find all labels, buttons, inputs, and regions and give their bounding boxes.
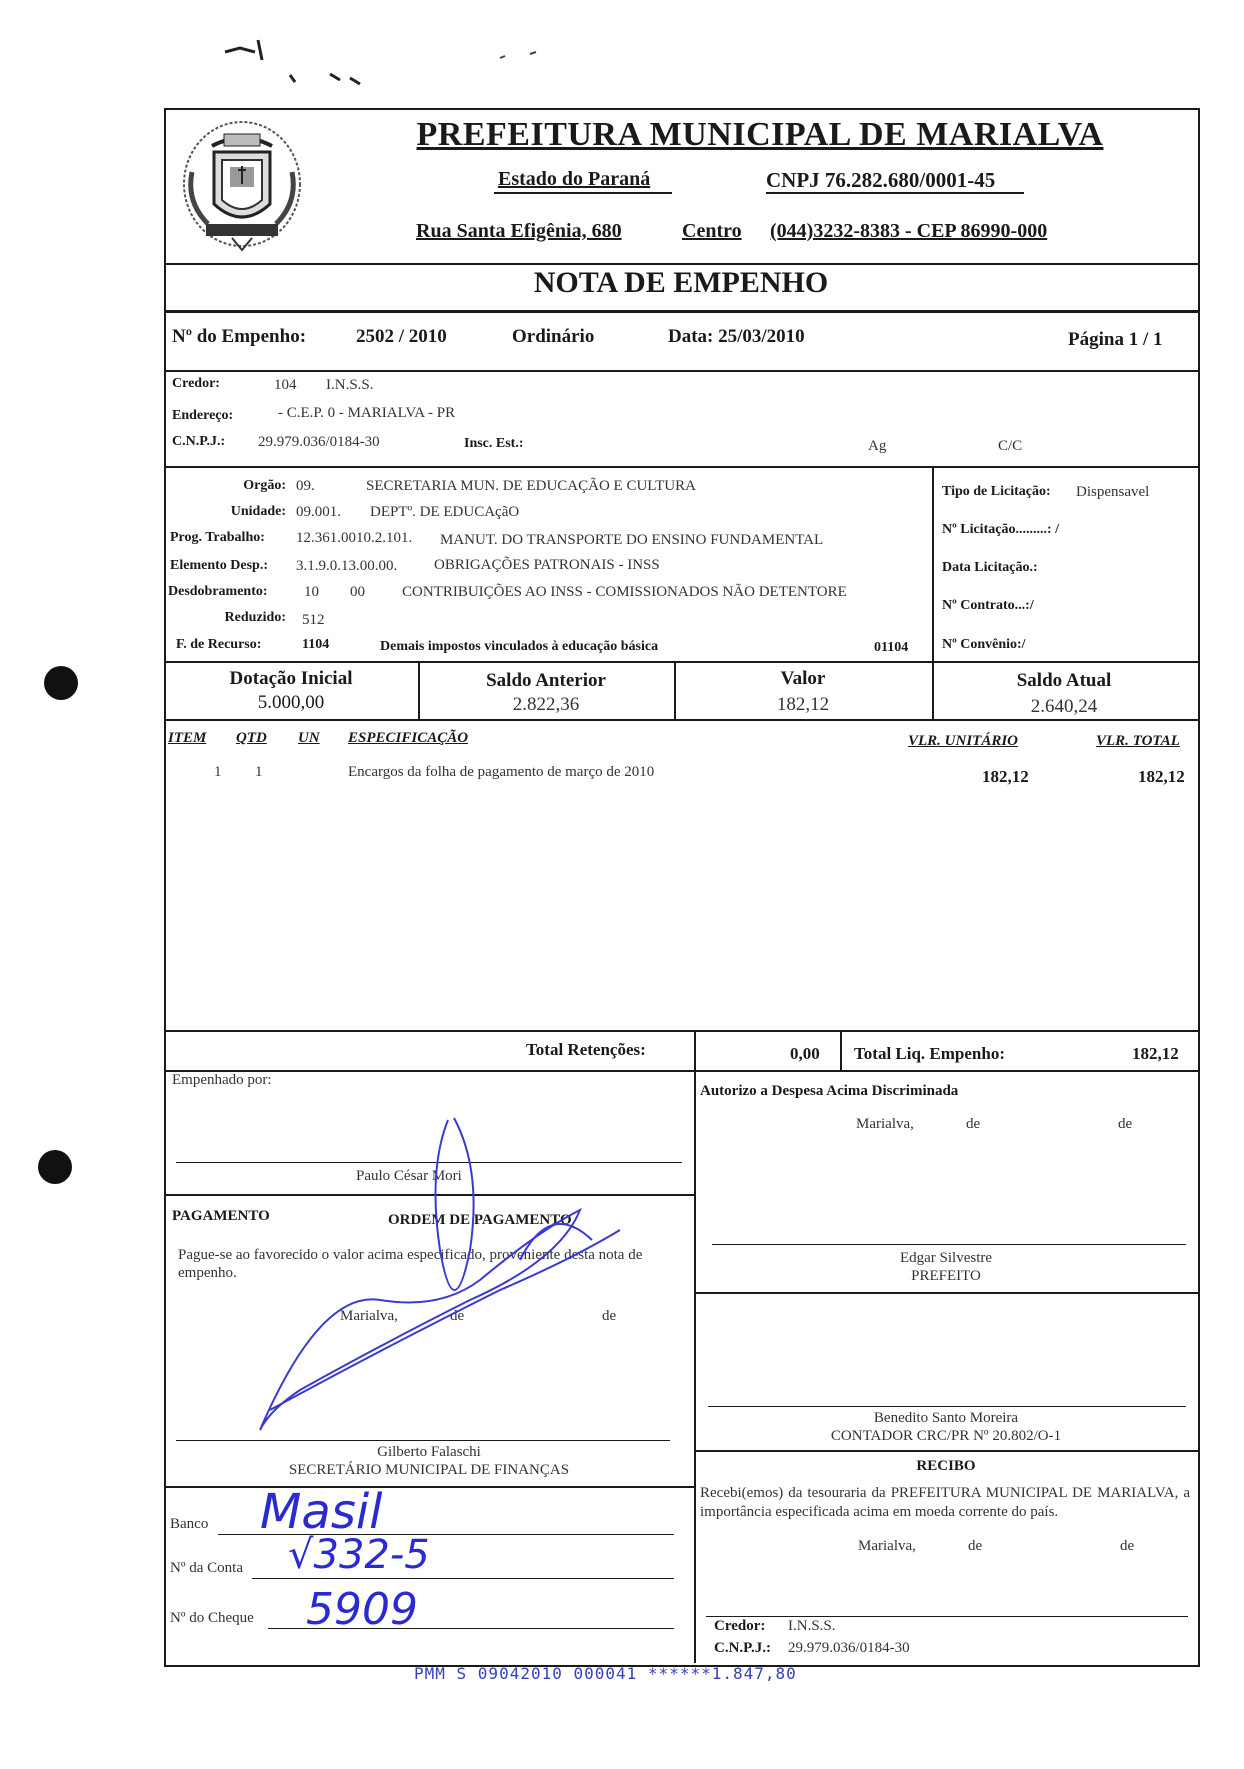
cheque-label: Nº do Cheque: [170, 1610, 254, 1626]
insc-label: Insc. Est.:: [464, 436, 524, 451]
top-scan-marks: [200, 30, 620, 90]
recibo-credor-value: I.N.S.S.: [788, 1618, 836, 1634]
empenho-type: Ordinário: [512, 326, 595, 347]
field-line: [252, 1578, 674, 1579]
reduzido-label: Reduzido:: [224, 610, 286, 625]
rule: [766, 192, 1024, 194]
divider-vertical: [694, 1030, 696, 1070]
col-especificacao: ESPECIFICAÇÃO: [348, 730, 469, 746]
num-licitacao-label: Nº Licitação.........: /: [942, 522, 1059, 537]
desdobramento-label: Desdobramento:: [168, 584, 268, 599]
desdobramento-code2: 00: [350, 584, 365, 600]
dotacao-value: 5.000,00: [257, 692, 325, 713]
item-description: Encargos da folha de pagamento de março de 2010: [348, 764, 655, 780]
recibo-text: Recebi(emos) da tesouraria da PREFEITURA MUNICIPAL DE MARIALVA, a importância especificada acima em moeda corrente do país.: [700, 1485, 1190, 1520]
col-vlr-unitario: VLR. UNITÁRIO: [908, 733, 1019, 749]
divider: [694, 1450, 1198, 1452]
recurso-code2: 01104: [874, 640, 909, 655]
document-title: NOTA DE EMPENHO: [533, 266, 829, 299]
pagamento-city: Marialva,: [340, 1308, 398, 1324]
recibo-label: RECIBO: [916, 1458, 976, 1474]
pagamento-text: Pague-se ao favorecido o valor acima especificado, proveniente desta nota de empenho.: [178, 1247, 643, 1281]
address: Rua Santa Efigênia, 680: [416, 220, 622, 242]
saldo-anterior-label: Saldo Anterior: [486, 670, 606, 691]
retencoes-label: Total Retenções:: [526, 1040, 646, 1059]
rule: [494, 192, 672, 194]
recibo-cnpj-value: 29.979.036/0184-30: [788, 1640, 910, 1656]
cc-label: C/C: [998, 438, 1023, 454]
divider: [164, 719, 1198, 721]
punch-hole: [38, 1150, 72, 1184]
tipo-licitacao-value: Dispensavel: [1076, 484, 1150, 500]
empenhado-label: Empenhado por:: [172, 1072, 272, 1088]
item-number: 1: [214, 764, 222, 780]
item-total-value: 182,12: [1138, 767, 1185, 786]
contador-role: CONTADOR CRC/PR Nº 20.802/O-1: [830, 1428, 1062, 1444]
signature-line: [712, 1244, 1186, 1245]
divider: [164, 1070, 1198, 1072]
contador-name: Benedito Santo Moreira: [873, 1410, 1019, 1426]
cnpj-label: C.N.P.J.:: [172, 434, 226, 449]
convenio-label: Nº Convênio:/: [942, 637, 1026, 652]
divider-vertical: [694, 1070, 696, 1663]
saldo-atual-value: 2.640,24: [1030, 696, 1098, 717]
valor-label: Valor: [780, 668, 826, 689]
unidade-label: Unidade:: [230, 504, 286, 519]
empenho-number: 2502 / 2010: [356, 326, 447, 347]
item-unit-value: 182,12: [982, 767, 1029, 786]
orgao-code: 09.: [296, 478, 315, 494]
liq-empenho-label: Total Liq. Empenho:: [854, 1044, 1005, 1063]
empenho-label: Nº do Empenho:: [172, 326, 307, 347]
secretario-name: Gilberto Falaschi: [377, 1444, 481, 1460]
cnpj-header: CNPJ 76.282.680/0001-45: [766, 168, 996, 192]
autorizo-city: Marialva,: [856, 1116, 914, 1132]
pagamento-label: PAGAMENTO: [172, 1208, 270, 1224]
elemento-name: OBRIGAÇÕES PATRONAIS - INSS: [434, 557, 660, 573]
page-indicator: Página 1 / 1: [1068, 329, 1163, 350]
pagamento-de2: de: [602, 1308, 617, 1324]
divider: [164, 310, 1198, 313]
ordem-pagamento-label: ORDEM DE PAGAMENTO: [388, 1212, 572, 1228]
orgao-name: SECRETARIA MUN. DE EDUCAÇÃO E CULTURA: [366, 478, 696, 494]
coat-of-arms-logo: [172, 112, 312, 258]
empenhado-name: Paulo César Mori: [356, 1168, 462, 1184]
divider: [694, 1292, 1198, 1294]
banco-label: Banco: [170, 1516, 209, 1532]
endereco-value: - C.E.P. 0 - MARIALVA - PR: [278, 405, 456, 421]
endereco-label: Endereço:: [172, 408, 234, 423]
prefeito-name: Edgar Silvestre: [899, 1250, 993, 1266]
prefeito-role: PREFEITO: [911, 1268, 981, 1284]
divider: [164, 370, 1198, 372]
state-name: Estado do Paraná: [498, 168, 651, 190]
divider: [164, 661, 1198, 663]
recibo-de1: de: [968, 1538, 983, 1554]
payment-stamp: PMM S 09042010 000041 ******1.847,80: [414, 1664, 797, 1683]
item-qtd: 1: [255, 764, 263, 780]
retencoes-value: 0,00: [790, 1044, 820, 1063]
divider-vertical: [840, 1030, 842, 1070]
empenho-date: Data: 25/03/2010: [668, 326, 805, 347]
municipality-title: PREFEITURA MUNICIPAL DE MARIALVA: [416, 116, 1104, 153]
col-vlr-total: VLR. TOTAL: [1096, 733, 1180, 749]
divider-vertical: [932, 466, 934, 662]
recurso-label: F. de Recurso:: [176, 637, 262, 652]
divider: [164, 263, 1198, 265]
col-un: UN: [298, 730, 320, 746]
desdobramento-code1: 10: [304, 584, 319, 600]
saldo-anterior-value: 2.822,36: [512, 694, 580, 715]
signature-line: [706, 1616, 1188, 1617]
divider: [164, 466, 1198, 468]
orgao-label: Orgão:: [243, 478, 286, 493]
signature-scribble: [240, 1110, 680, 1450]
signature-line: [708, 1406, 1186, 1407]
prog-code: 12.361.0010.2.101.: [296, 530, 413, 546]
liq-empenho-value: 182,12: [1132, 1044, 1179, 1063]
conta-handwritten: √332-5: [288, 1532, 430, 1578]
prog-name: MANUT. DO TRANSPORTE DO ENSINO FUNDAMENTAL: [440, 532, 824, 548]
col-qtd: QTD: [236, 730, 267, 746]
reduzido-value: 512: [302, 612, 325, 628]
recibo-city: Marialva,: [858, 1538, 916, 1554]
credor-code: 104: [274, 377, 297, 393]
prog-label: Prog. Trabalho:: [170, 530, 265, 545]
punch-hole: [44, 666, 78, 700]
unidade-name: DEPTº. DE EDUCAçãO: [370, 504, 520, 520]
saldo-atual-label: Saldo Atual: [1016, 670, 1112, 691]
recibo-de2: de: [1120, 1538, 1135, 1554]
data-licitacao-label: Data Licitação.:: [942, 560, 1038, 575]
unidade-code: 09.001.: [296, 504, 341, 520]
secretario-role: SECRETÁRIO MUNICIPAL DE FINANÇAS: [288, 1462, 570, 1478]
phone-cep: (044)3232-8383 - CEP 86990-000: [770, 220, 1048, 242]
cnpj-value: 29.979.036/0184-30: [258, 434, 380, 450]
autorizo-de1: de: [966, 1116, 981, 1132]
desdobramento-name: CONTRIBUIÇÕES AO INSS - COMISSIONADOS NÃO DETENTORE: [402, 584, 847, 600]
elemento-label: Elemento Desp.:: [170, 558, 268, 573]
elemento-code: 3.1.9.0.13.00.00.: [296, 558, 398, 574]
recurso-code: 1104: [302, 637, 330, 652]
recurso-name: Demais impostos vinculados à educação básica: [380, 639, 659, 654]
col-item: ITEM: [168, 730, 207, 746]
banco-handwritten: Masil: [260, 1484, 383, 1540]
ag-label: Ag: [868, 438, 887, 454]
valor-value: 182,12: [776, 694, 830, 715]
cheque-handwritten: 5909: [306, 1584, 418, 1635]
tipo-licitacao-label: Tipo de Licitação:: [942, 484, 1051, 499]
autorizo-label: Autorizo a Despesa Acima Discriminada: [700, 1083, 959, 1099]
contrato-label: Nº Contrato...:/: [942, 598, 1034, 613]
district: Centro: [682, 220, 742, 242]
pagamento-de1: de: [450, 1308, 465, 1324]
divider: [164, 1030, 1198, 1032]
autorizo-de2: de: [1118, 1116, 1133, 1132]
credor-name: I.N.S.S.: [326, 377, 374, 393]
credor-label: Credor:: [172, 376, 220, 391]
recibo-credor-label: Credor:: [714, 1618, 766, 1634]
divider: [164, 1486, 694, 1488]
recibo-cnpj-label: C.N.P.J.:: [714, 1640, 771, 1656]
conta-label: Nº da Conta: [170, 1560, 243, 1576]
dotacao-label: Dotação Inicial: [229, 668, 353, 689]
